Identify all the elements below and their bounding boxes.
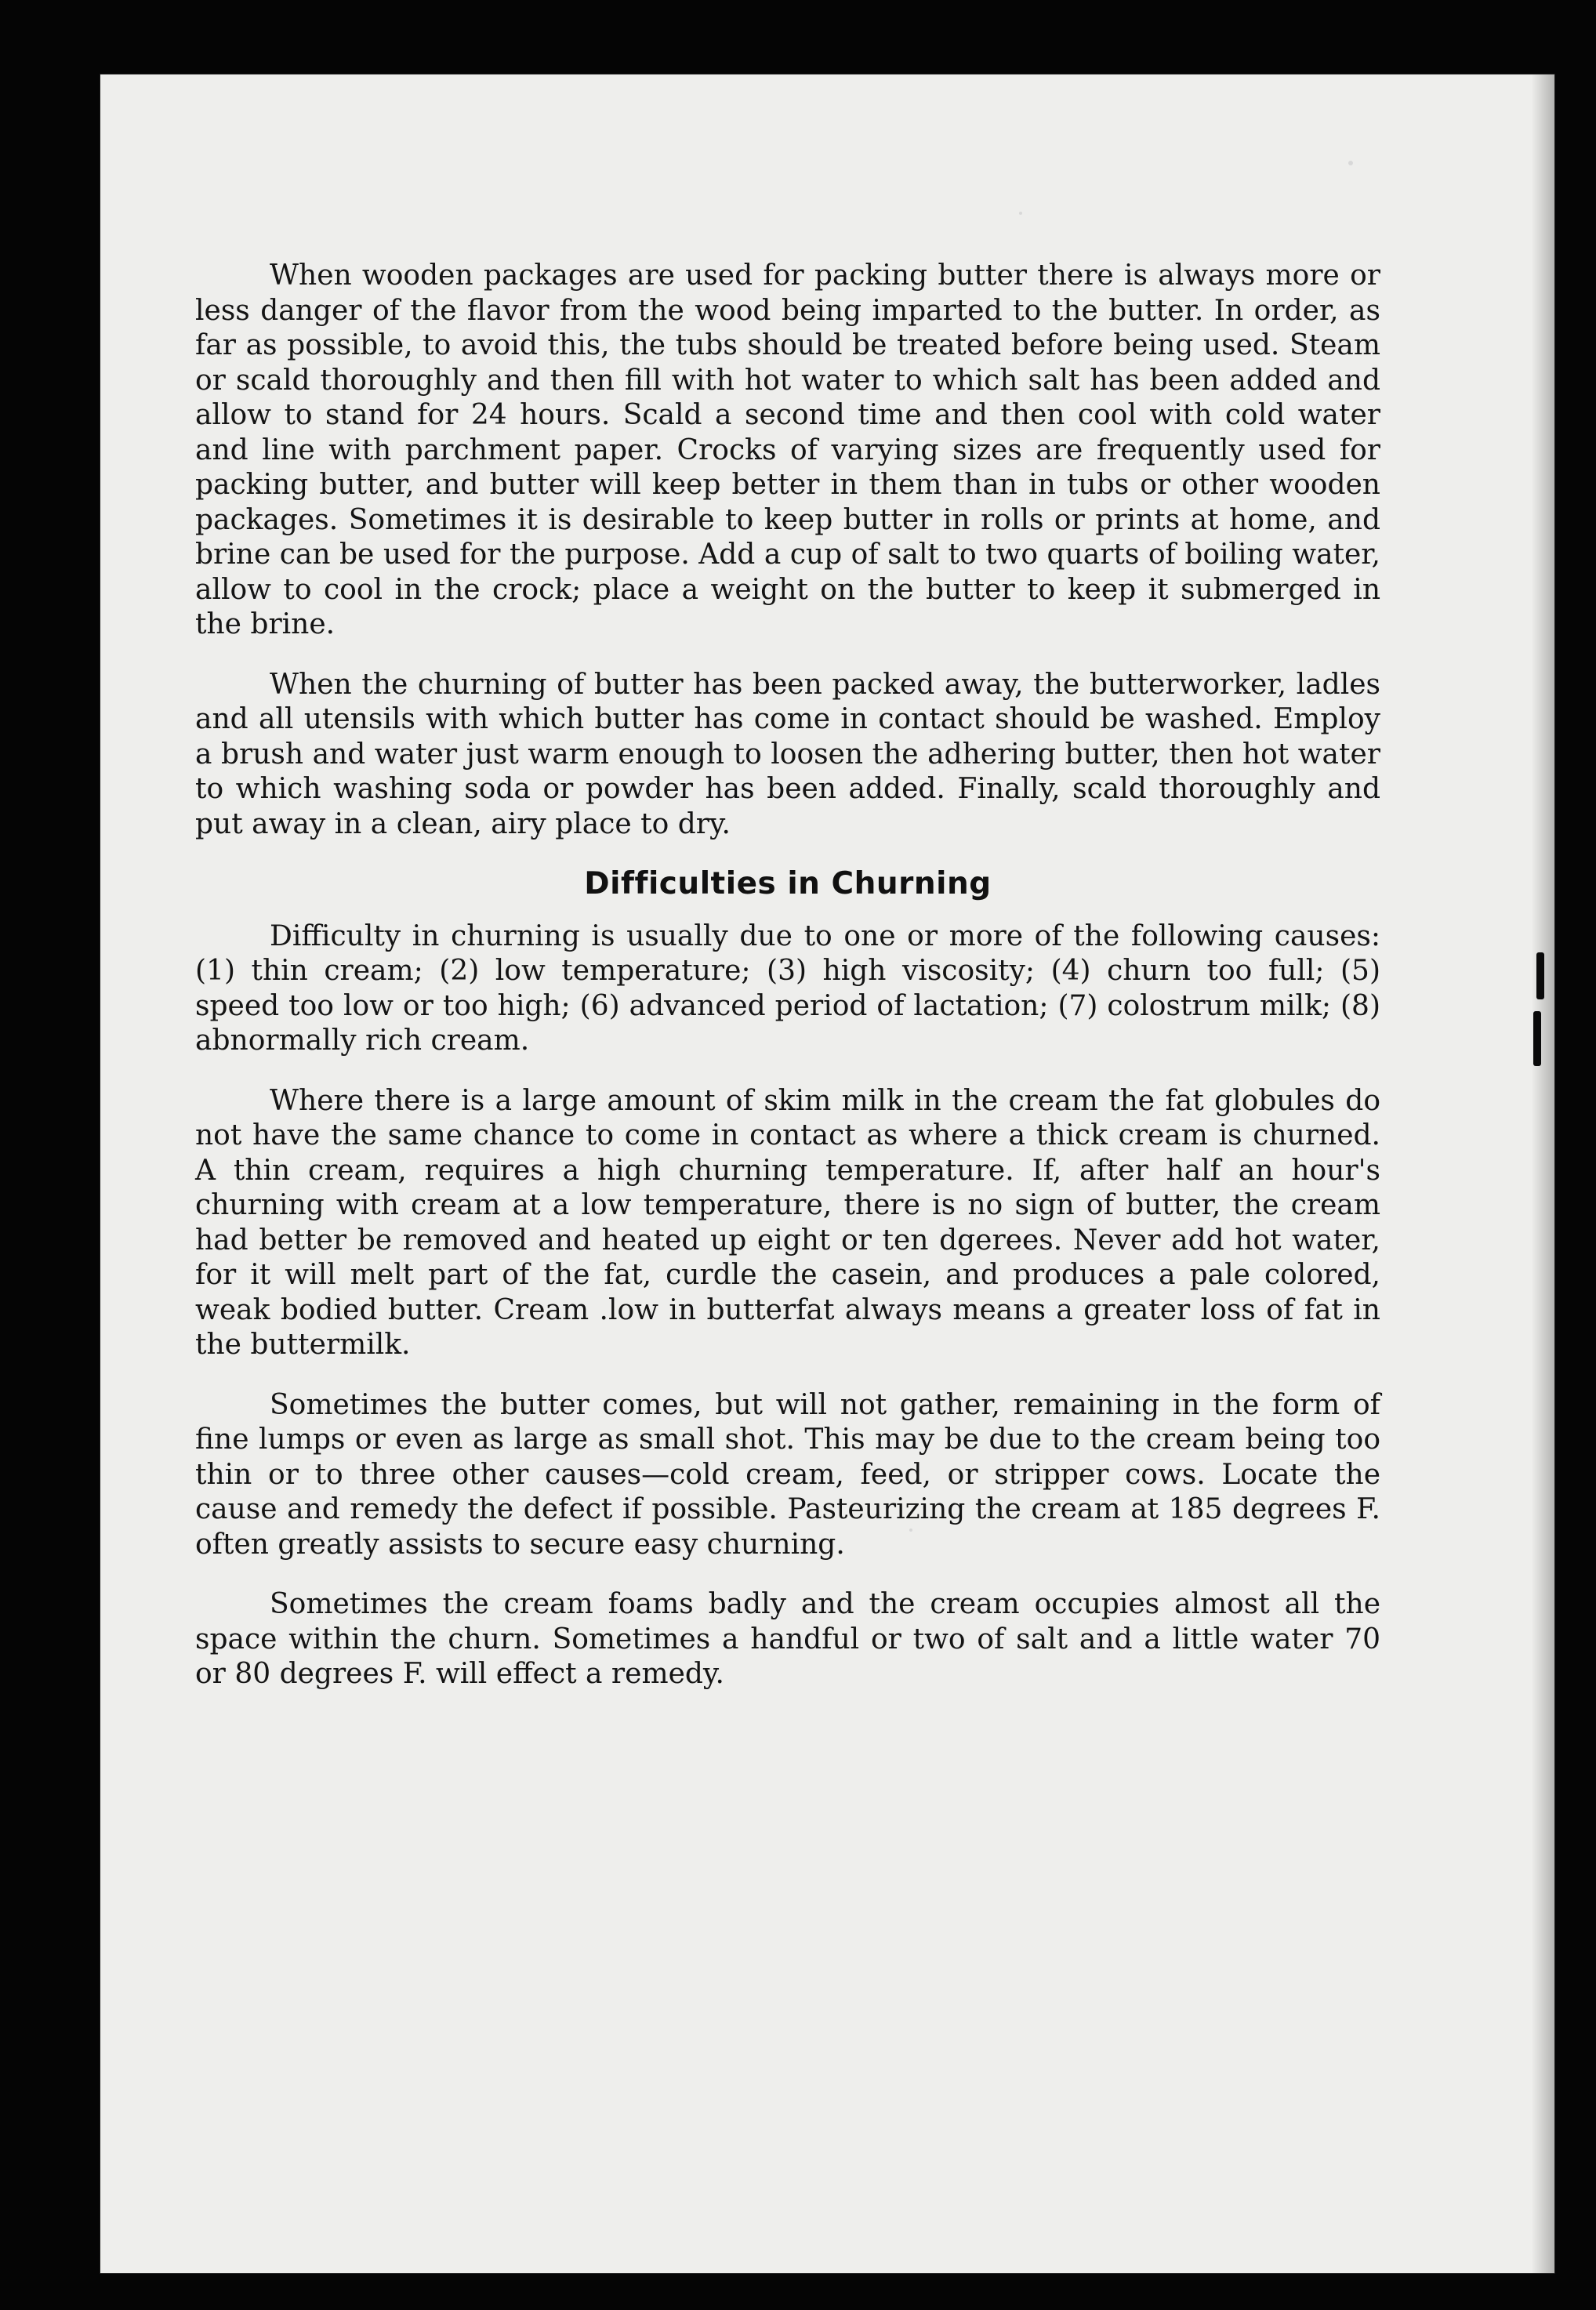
section-heading: Difficulties in Churning xyxy=(584,866,992,901)
paragraph: Difficulty in churning is usually due to one or more of the following causes: (1) thin cream; (2) low temperature; (3) high viscosity; (4) churn too full; (5) speed too low or too high; (6) advanced period of lactation; (7) colostrum milk; (8) abnormally rich cream. xyxy=(195,919,1380,1057)
page-edge-mark xyxy=(1536,952,1544,999)
paragraph: Where there is a large amount of skim milk in the cream the fat globules do not have the same chance to come in contact as where a thick cream is churned. A thin cream, requires a high churning temperature. If, after half an hour's churning with cream at a low temperature, there is no sign of butter, the cream had better be removed and heated up eight or ten dgerees. Never add hot water, for it will melt part of the fat, curdle the casein, and produces a pale colored, weak bodied butter. Cream .low in butterfat always means a greater loss of fat in the buttermilk. xyxy=(195,1084,1380,1361)
paragraph: Sometimes the cream foams badly and the cream occupies almost all the space within the churn. Sometimes a handful or two of salt and a little water 70 or 80 degrees F. will effect a remedy. xyxy=(195,1588,1380,1690)
page-edge-mark xyxy=(1533,1011,1541,1066)
paragraph: Sometimes the butter comes, but will not gather, remaining in the form of fine lumps or even as large as small shot. This may be due to the cream being too thin or to three other causes—cold cream, feed, or stripper cows. Locate the cause and remedy the defect if possible. Pasteurizing the cream at 185 degrees F. often greatly assists to secure easy churning. xyxy=(195,1388,1380,1561)
scan-speck xyxy=(1348,161,1353,165)
paragraph: When the churning of butter has been packed away, the butterworker, ladles and all utensils with which butter has come in contact should be washed. Employ a brush and water just warm enough to loosen the adhering butter, then hot water to which washing soda or powder has been added. Finally, scald thoroughly and put away in a clean, airy place to dry. xyxy=(195,668,1380,840)
paragraph: When wooden packages are used for packing butter there is always more or less danger of the flavor from the wood being imparted to the butter. In order, as far as possible, to avoid this, the tubs should be treated before being used. Steam or scald thoroughly and then fill with hot water to which salt has been added and allow to stand for 24 hours. Scald a second time and then cool with cold water and line with parchment paper. Crocks of varying sizes are frequently used for packing butter, and butter will keep better in them than in tubs or other wooden packages. Sometimes it is desirable to keep butter in rolls or prints at home, and brine can be used for the purpose. Add a cup of salt to two quarts of boiling water, allow to cool in the crock; place a weight on the butter to keep it submerged in the brine. xyxy=(195,259,1380,640)
scan-speck xyxy=(1019,212,1022,215)
document-body xyxy=(195,259,1380,1717)
